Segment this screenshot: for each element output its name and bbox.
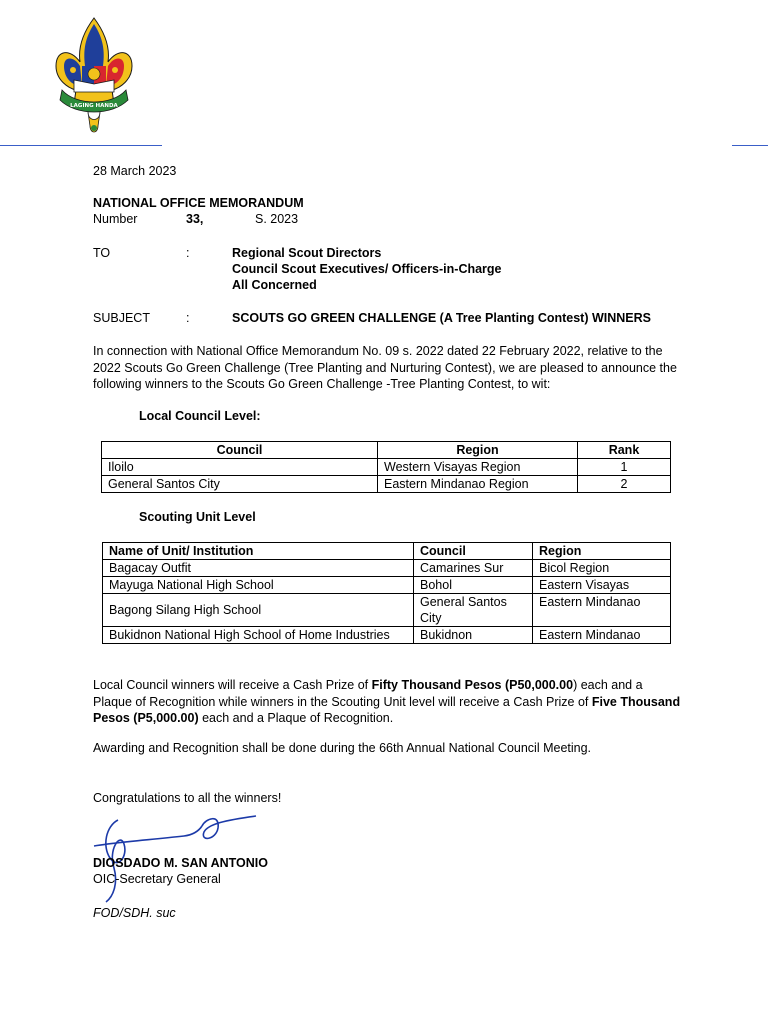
to-colon: :	[186, 246, 190, 260]
congratulations-line: Congratulations to all the winners!	[93, 791, 282, 805]
to-label: TO	[93, 246, 111, 260]
header-rule-right	[732, 145, 768, 146]
table-header-cell: Rank	[578, 442, 671, 459]
scouting-unit-table	[102, 542, 671, 644]
table-cell: Iloilo	[102, 459, 378, 476]
scouting-unit-heading: Scouting Unit Level	[139, 510, 256, 524]
awarding-paragraph: Awarding and Recognition shall be done during the 66th Annual National Council Meeting.	[93, 741, 592, 755]
prize-amount-unit: Five Thousand Pesos (P5,000.00)	[93, 694, 681, 725]
table-cell: Eastern Mindanao Region	[378, 476, 578, 493]
prize-text: ) each and a Plaque of Recognition while winners in the Scouting Unit level will receive a Cash Prize of	[93, 678, 643, 709]
table-row	[102, 459, 671, 476]
prize-paragraph	[93, 677, 683, 727]
memo-number-value: 33,	[186, 212, 204, 226]
table-header-cell: Region	[378, 442, 578, 459]
table-header-row	[102, 442, 671, 459]
table-cell: Eastern Mindanao	[533, 594, 671, 627]
table-cell: General Santos City	[102, 476, 378, 493]
intro-paragraph: In connection with National Office Memorandum No. 09 s. 2022 dated 22 February 2022, relative to the 2022 Scouts Go Green Challenge (Tree Planting and Nurturing Contest), we are pleased to announce the following winners to the Scouts Go Green Challenge -Tree Planting Contest, to wit:	[93, 344, 677, 391]
table-header-cell: Name of Unit/ Institution	[103, 543, 414, 560]
to-recipient: Regional Scout Directors	[232, 246, 382, 260]
header-rule-left	[0, 145, 162, 146]
table-cell: Bohol	[414, 577, 533, 594]
prize-text: each and a Plaque of Recognition.	[198, 711, 394, 725]
table-header-cell: Region	[533, 543, 671, 560]
signatory-name: DIOSDADO M. SAN ANTONIO	[93, 856, 269, 870]
table-cell: General Santos City	[414, 594, 533, 627]
table-header-cell: Council	[102, 442, 378, 459]
scouts-emblem-logo	[52, 14, 136, 138]
table-header-row	[103, 543, 671, 560]
table-row	[103, 560, 671, 577]
memo-series: S. 2023	[255, 212, 299, 226]
to-recipient: All Concerned	[232, 278, 317, 292]
memo-number-label: Number	[93, 212, 138, 226]
table-cell: Bagong Silang High School	[103, 594, 414, 627]
prize-amount-local: Fifty Thousand Pesos (P50,000.00	[371, 678, 574, 692]
table-cell: Mayuga National High School	[103, 577, 414, 594]
subject-label: SUBJECT	[93, 311, 150, 325]
table-row	[103, 627, 671, 644]
to-recipient: Council Scout Executives/ Officers-in-Charge	[232, 262, 502, 276]
table-row	[103, 594, 671, 627]
prize-text: Local Council winners will receive a Cash Prize of	[93, 678, 372, 692]
table-cell: Western Visayas Region	[378, 459, 578, 476]
table-row	[102, 476, 671, 493]
reference-initials: FOD/SDH. suc	[93, 906, 176, 920]
table-cell: Eastern Mindanao	[533, 627, 671, 644]
local-council-table	[101, 441, 671, 493]
memo-date: 28 March 2023	[93, 164, 177, 178]
subject-text: SCOUTS GO GREEN CHALLENGE (A Tree Planting Contest) WINNERS	[232, 311, 652, 325]
table-row	[103, 577, 671, 594]
table-cell: Bukidnon	[414, 627, 533, 644]
table-cell: Bagacay Outfit	[103, 560, 414, 577]
table-cell: 2	[578, 476, 671, 493]
table-cell: Bukidnon National High School of Home Industries	[103, 627, 414, 644]
signatory-title: OIC-Secretary General	[93, 872, 221, 886]
logo-motto: LAGING HANDA	[70, 103, 118, 109]
table-cell: Camarines Sur	[414, 560, 533, 577]
local-council-heading: Local Council Level:	[139, 409, 261, 423]
table-cell: 1	[578, 459, 671, 476]
table-cell: Eastern Visayas	[533, 577, 671, 594]
subject-colon: :	[186, 311, 190, 325]
table-header-cell: Council	[414, 543, 533, 560]
memo-title: NATIONAL OFFICE MEMORANDUM	[93, 196, 304, 210]
table-cell: Bicol Region	[533, 560, 671, 577]
